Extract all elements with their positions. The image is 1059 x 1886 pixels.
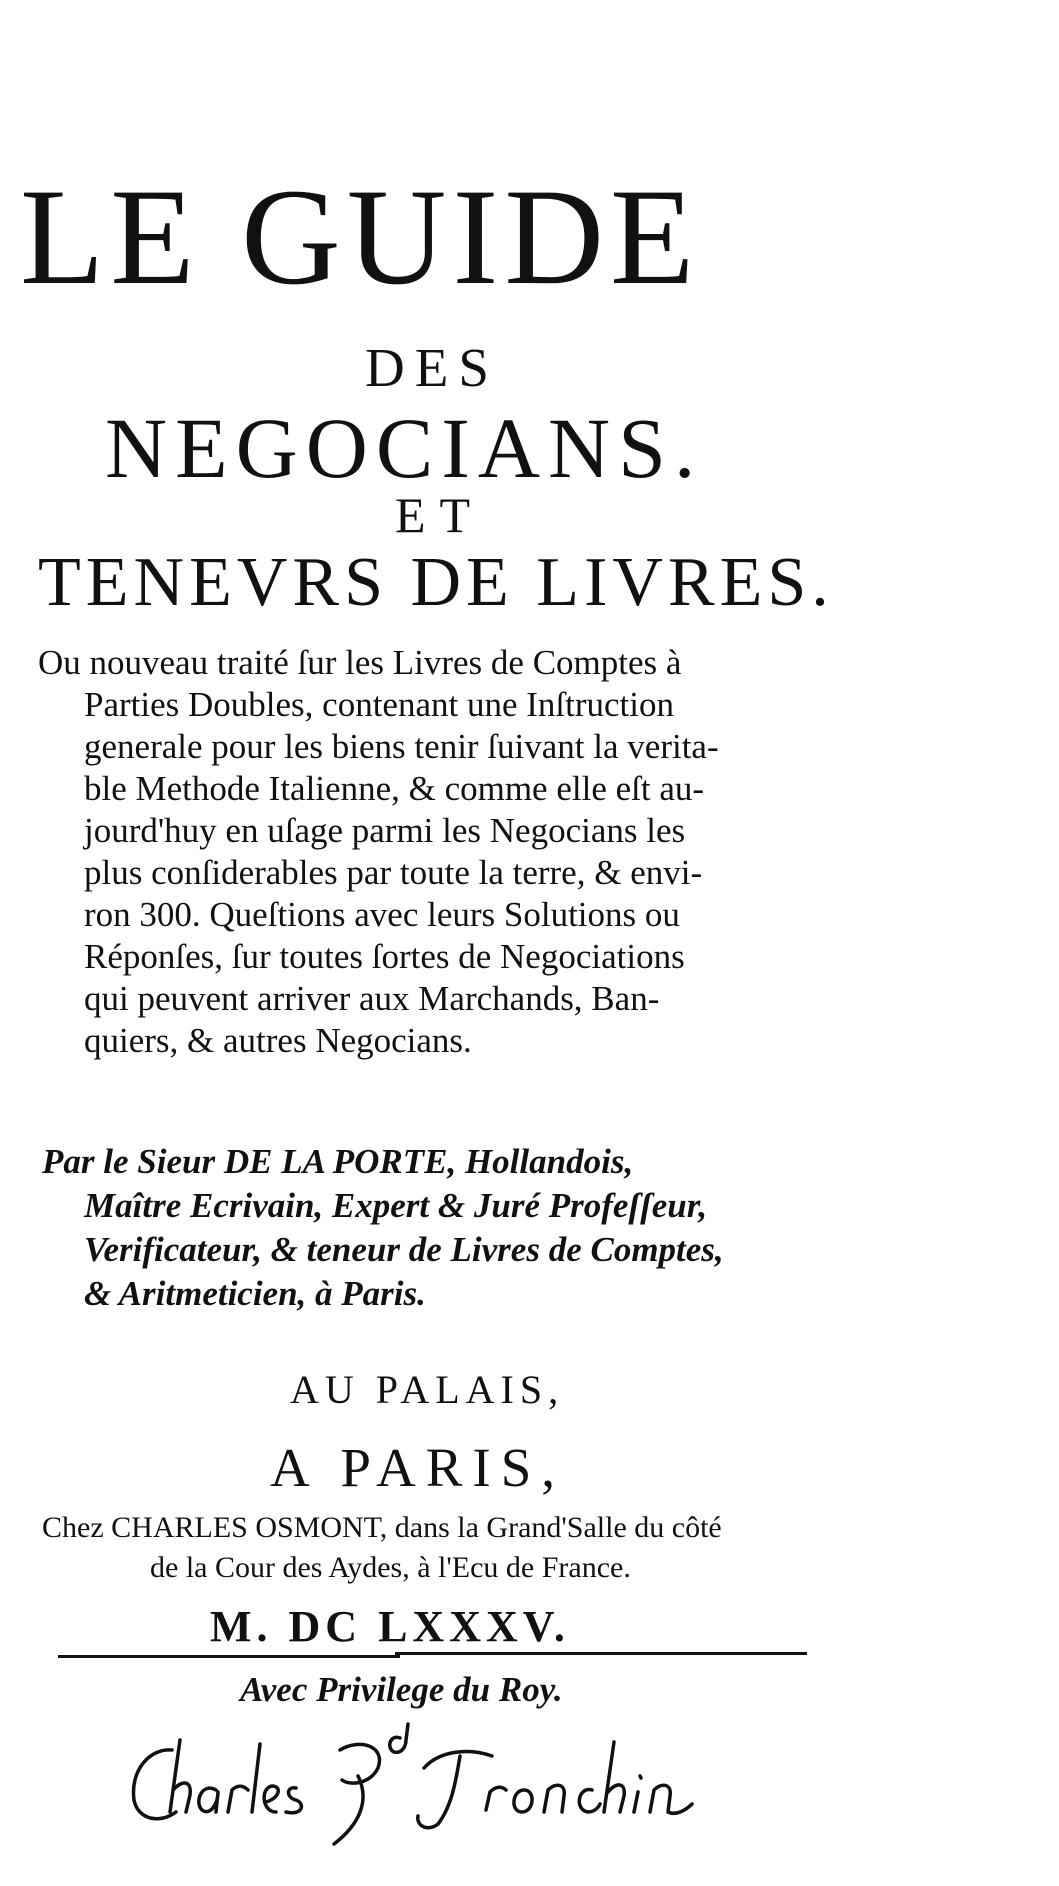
title-teneurs-de-livres: TENEVRS DE LIVRES. (38, 544, 834, 621)
author-line: Maître Ecrivain, Expert & Juré Profeſſeur, (84, 1186, 708, 1225)
imprint-privilege: Avec Privilege du Roy. (240, 1670, 563, 1709)
description-line: qui peuvent arriver aux Marchands, Ban- (84, 979, 660, 1018)
imprint-date: M. DC LXXXV. (210, 1602, 570, 1651)
author-line: Verificateur, & teneur de Livres de Comptes, (84, 1230, 724, 1269)
divider-rule-left (58, 1655, 400, 1658)
description-line: Ou nouveau traité ſur les Livres de Comptes à (38, 643, 682, 682)
imprint-printer-line: de la Cour des Aydes, à l'Ecu de France. (150, 1551, 631, 1584)
description-line: plus conſiderables par toute la terre, & envi- (84, 853, 703, 892)
description-line: Réponſes, ſur toutes ſortes de Negociations (84, 937, 685, 976)
description-line: jourd'huy en uſage parmi les Negocians les (84, 811, 686, 850)
handwritten-signature (120, 1720, 740, 1850)
divider-rule-right (395, 1652, 807, 1655)
imprint-a-paris: A PARIS, (270, 1437, 566, 1498)
description-line: Parties Doubles, contenant une Inſtruction (84, 685, 674, 724)
description-line: generale pour les biens tenir ſuivant la verita- (84, 727, 719, 766)
author-line: & Aritmeticien, à Paris. (84, 1274, 426, 1313)
description-line: ron 300. Queſtions avec leurs Solutions ou (84, 895, 680, 934)
author-line: Par le Sieur DE LA PORTE, Hollandois, (42, 1142, 634, 1181)
title-des: DES (365, 337, 499, 398)
title-et: ET (395, 487, 485, 543)
description-line: ble Methode Italienne, & comme elle eſt au- (84, 769, 705, 808)
title-negocians: NEGOCIANS. (105, 400, 704, 496)
imprint-au-palais: AU PALAIS, (290, 1367, 565, 1412)
description-line: quiers, & autres Negocians. (84, 1021, 472, 1060)
imprint-printer-line: Chez CHARLES OSMONT, dans la Grand'Salle du côté (42, 1511, 722, 1544)
title-le-guide: LE GUIDE (20, 160, 701, 313)
